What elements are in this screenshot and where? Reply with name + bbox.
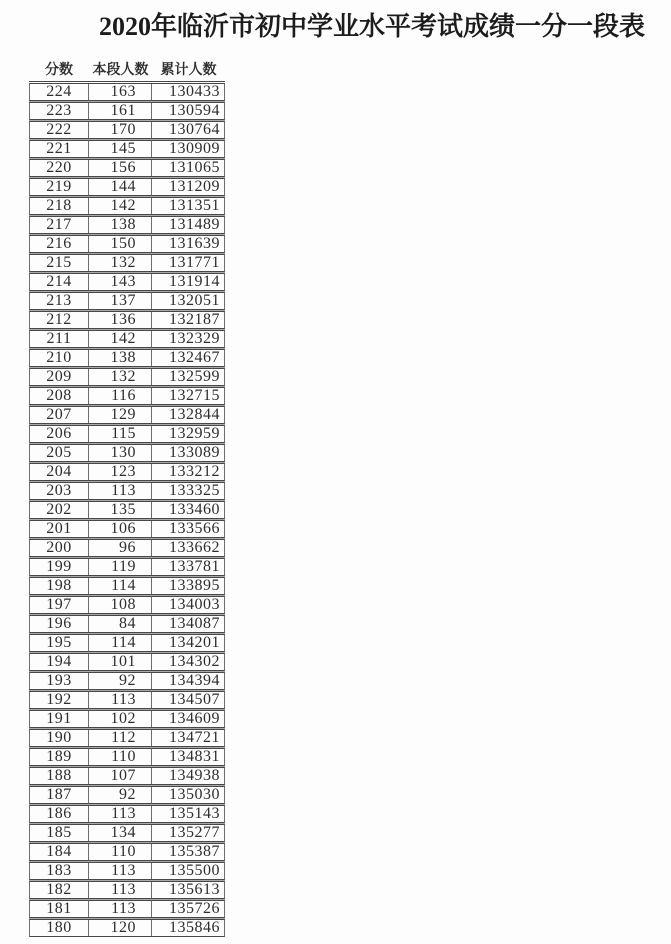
cumulative-count-cell: 131639 — [151, 236, 224, 252]
cumulative-count-cell: 135613 — [151, 882, 224, 898]
table-row — [29, 273, 225, 291]
segment-count-cell: 113 — [88, 806, 151, 822]
segment-count-cell: 145 — [88, 141, 151, 157]
table-row — [29, 577, 225, 595]
segment-count-cell: 132 — [88, 369, 151, 385]
segment-count-cell: 161 — [88, 103, 151, 119]
segment-count-cell: 142 — [88, 198, 151, 214]
segment-count-cell: 101 — [88, 654, 151, 670]
score-cell: 190 — [46, 729, 72, 746]
cumulative-count-cell: 132844 — [151, 407, 224, 423]
table-row — [29, 463, 225, 481]
cumulative-count-cell: 133089 — [151, 445, 224, 461]
cumulative-count-cell: 133325 — [151, 483, 224, 499]
cumulative-count-cell: 132959 — [151, 426, 224, 442]
table-row — [29, 368, 225, 386]
segment-count-cell: 144 — [88, 179, 151, 195]
table-row — [29, 881, 225, 899]
table-row — [29, 824, 225, 842]
table-row — [29, 159, 225, 177]
score-cell: 180 — [46, 919, 72, 936]
cumulative-count-cell: 131771 — [151, 255, 224, 271]
cumulative-count-cell: 131065 — [151, 160, 224, 176]
score-cell: 223 — [46, 102, 72, 119]
score-cell: 206 — [46, 425, 72, 442]
score-cell: 192 — [46, 691, 72, 708]
cumulative-count-cell: 135277 — [151, 825, 224, 841]
table-row — [29, 520, 225, 538]
score-cell: 222 — [46, 121, 72, 138]
score-cell: 205 — [46, 444, 72, 461]
header-score: 分数 — [45, 63, 73, 78]
table-row — [29, 710, 225, 728]
score-cell: 203 — [46, 482, 72, 499]
score-cell: 187 — [46, 786, 72, 803]
score-cell: 220 — [46, 159, 72, 176]
header-segment-count: 本段人数 — [92, 63, 149, 78]
cumulative-count-cell: 133566 — [151, 521, 224, 537]
cumulative-count-cell: 132467 — [151, 350, 224, 366]
score-cell: 198 — [46, 577, 72, 594]
segment-count-cell: 108 — [88, 597, 151, 613]
score-table-body — [29, 83, 225, 937]
score-cell: 181 — [46, 900, 72, 917]
cumulative-count-cell: 134201 — [151, 635, 224, 651]
score-cell: 214 — [46, 273, 72, 290]
segment-count-cell: 110 — [88, 844, 151, 860]
segment-count-cell: 113 — [88, 483, 151, 499]
segment-count-cell: 143 — [88, 274, 151, 290]
score-cell: 218 — [46, 197, 72, 214]
cumulative-count-cell: 133460 — [151, 502, 224, 518]
cumulative-count-cell: 135387 — [151, 844, 224, 860]
segment-count-cell: 170 — [88, 122, 151, 138]
table-row — [29, 919, 225, 937]
cumulative-count-cell: 134087 — [151, 616, 224, 632]
table-row — [29, 83, 225, 101]
table-row — [29, 653, 225, 671]
segment-count-cell: 102 — [88, 711, 151, 727]
cumulative-count-cell: 134507 — [151, 692, 224, 708]
segment-count-cell: 120 — [88, 920, 151, 936]
table-row — [29, 406, 225, 424]
table-row — [29, 596, 225, 614]
cumulative-count-cell: 135143 — [151, 806, 224, 822]
cumulative-count-cell: 134003 — [151, 597, 224, 613]
table-row — [29, 140, 225, 158]
table-row — [29, 235, 225, 253]
score-cell: 219 — [46, 178, 72, 195]
segment-count-cell: 113 — [88, 692, 151, 708]
table-row — [29, 254, 225, 272]
segment-count-cell: 114 — [88, 635, 151, 651]
cumulative-count-cell: 134394 — [151, 673, 224, 689]
segment-count-cell: 114 — [88, 578, 151, 594]
segment-count-cell: 150 — [88, 236, 151, 252]
cumulative-count-cell: 133781 — [151, 559, 224, 575]
table-row — [29, 501, 225, 519]
cumulative-count-cell: 134938 — [151, 768, 224, 784]
segment-count-cell: 116 — [88, 388, 151, 404]
score-cell: 194 — [46, 653, 72, 670]
table-row — [29, 900, 225, 918]
segment-count-cell: 115 — [88, 426, 151, 442]
table-row — [29, 330, 225, 348]
score-cell: 207 — [46, 406, 72, 423]
segment-count-cell: 136 — [88, 312, 151, 328]
table-row — [29, 539, 225, 557]
score-cell: 212 — [46, 311, 72, 328]
cumulative-count-cell: 132715 — [151, 388, 224, 404]
segment-count-cell: 113 — [88, 863, 151, 879]
table-row — [29, 767, 225, 785]
score-cell: 182 — [46, 881, 72, 898]
page-title: 2020年临沂市初中学业水平考试成绩一分一段表 — [98, 12, 646, 41]
segment-count-cell: 156 — [88, 160, 151, 176]
score-cell: 216 — [46, 235, 72, 252]
score-cell: 202 — [46, 501, 72, 518]
table-row — [29, 805, 225, 823]
cumulative-count-cell: 132599 — [151, 369, 224, 385]
segment-count-cell: 132 — [88, 255, 151, 271]
segment-count-cell: 92 — [88, 673, 151, 689]
segment-count-cell: 84 — [88, 616, 151, 632]
table-row — [29, 482, 225, 500]
cumulative-count-cell: 130433 — [151, 84, 224, 100]
score-table — [29, 61, 225, 937]
cumulative-count-cell: 133662 — [151, 540, 224, 556]
score-cell: 191 — [46, 710, 72, 727]
table-row — [29, 615, 225, 633]
segment-count-cell: 163 — [88, 84, 151, 100]
segment-count-cell: 134 — [88, 825, 151, 841]
table-row — [29, 862, 225, 880]
cumulative-count-cell: 134721 — [151, 730, 224, 746]
cumulative-count-cell: 134302 — [151, 654, 224, 670]
score-cell: 221 — [46, 140, 72, 157]
score-cell: 215 — [46, 254, 72, 271]
segment-count-cell: 138 — [88, 217, 151, 233]
score-cell: 189 — [46, 748, 72, 765]
score-cell: 195 — [46, 634, 72, 651]
score-cell: 196 — [46, 615, 72, 632]
segment-count-cell: 119 — [88, 559, 151, 575]
table-row — [29, 311, 225, 329]
segment-count-cell: 135 — [88, 502, 151, 518]
table-header-row — [29, 61, 225, 82]
table-row — [29, 634, 225, 652]
table-row — [29, 387, 225, 405]
cumulative-count-cell: 134609 — [151, 711, 224, 727]
score-cell: 197 — [46, 596, 72, 613]
segment-count-cell: 110 — [88, 749, 151, 765]
score-cell: 204 — [46, 463, 72, 480]
score-cell: 186 — [46, 805, 72, 822]
table-row — [29, 216, 225, 234]
cumulative-count-cell: 134831 — [151, 749, 224, 765]
score-cell: 217 — [46, 216, 72, 233]
score-cell: 224 — [46, 83, 72, 100]
segment-count-cell: 137 — [88, 293, 151, 309]
cumulative-count-cell: 135500 — [151, 863, 224, 879]
score-cell: 213 — [46, 292, 72, 309]
table-row — [29, 197, 225, 215]
score-cell: 193 — [46, 672, 72, 689]
table-row — [29, 292, 225, 310]
table-row — [29, 558, 225, 576]
table-row — [29, 349, 225, 367]
cumulative-count-cell: 135030 — [151, 787, 224, 803]
cumulative-count-cell: 130909 — [151, 141, 224, 157]
table-row — [29, 786, 225, 804]
score-cell: 183 — [46, 862, 72, 879]
segment-count-cell: 96 — [88, 540, 151, 556]
segment-count-cell: 138 — [88, 350, 151, 366]
segment-count-cell: 112 — [88, 730, 151, 746]
score-cell: 201 — [46, 520, 72, 537]
header-cumulative-count: 累计人数 — [160, 63, 217, 78]
score-cell: 209 — [46, 368, 72, 385]
segment-count-cell: 129 — [88, 407, 151, 423]
table-row — [29, 691, 225, 709]
segment-count-cell: 142 — [88, 331, 151, 347]
cumulative-count-cell: 135726 — [151, 901, 224, 917]
cumulative-count-cell: 130764 — [151, 122, 224, 138]
table-row — [29, 178, 225, 196]
segment-count-cell: 92 — [88, 787, 151, 803]
segment-count-cell: 113 — [88, 901, 151, 917]
cumulative-count-cell: 133895 — [151, 578, 224, 594]
table-row — [29, 729, 225, 747]
cumulative-count-cell: 135846 — [151, 920, 224, 936]
cumulative-count-cell: 131351 — [151, 198, 224, 214]
table-row — [29, 121, 225, 139]
table-row — [29, 748, 225, 766]
table-row — [29, 444, 225, 462]
cumulative-count-cell: 131914 — [151, 274, 224, 290]
score-cell: 200 — [46, 539, 72, 556]
score-cell: 210 — [46, 349, 72, 366]
cumulative-count-cell: 131209 — [151, 179, 224, 195]
table-row — [29, 102, 225, 120]
segment-count-cell: 113 — [88, 882, 151, 898]
cumulative-count-cell: 131489 — [151, 217, 224, 233]
score-cell: 184 — [46, 843, 72, 860]
cumulative-count-cell: 133212 — [151, 464, 224, 480]
segment-count-cell: 130 — [88, 445, 151, 461]
cumulative-count-cell: 132329 — [151, 331, 224, 347]
score-cell: 188 — [46, 767, 72, 784]
cumulative-count-cell: 132051 — [151, 293, 224, 309]
table-row — [29, 843, 225, 861]
segment-count-cell: 107 — [88, 768, 151, 784]
score-cell: 211 — [46, 330, 72, 347]
score-cell: 199 — [46, 558, 72, 575]
table-row — [29, 425, 225, 443]
score-cell: 208 — [46, 387, 72, 404]
table-row — [29, 672, 225, 690]
score-cell: 185 — [46, 824, 72, 841]
segment-count-cell: 123 — [88, 464, 151, 480]
segment-count-cell: 106 — [88, 521, 151, 537]
cumulative-count-cell: 132187 — [151, 312, 224, 328]
cumulative-count-cell: 130594 — [151, 103, 224, 119]
